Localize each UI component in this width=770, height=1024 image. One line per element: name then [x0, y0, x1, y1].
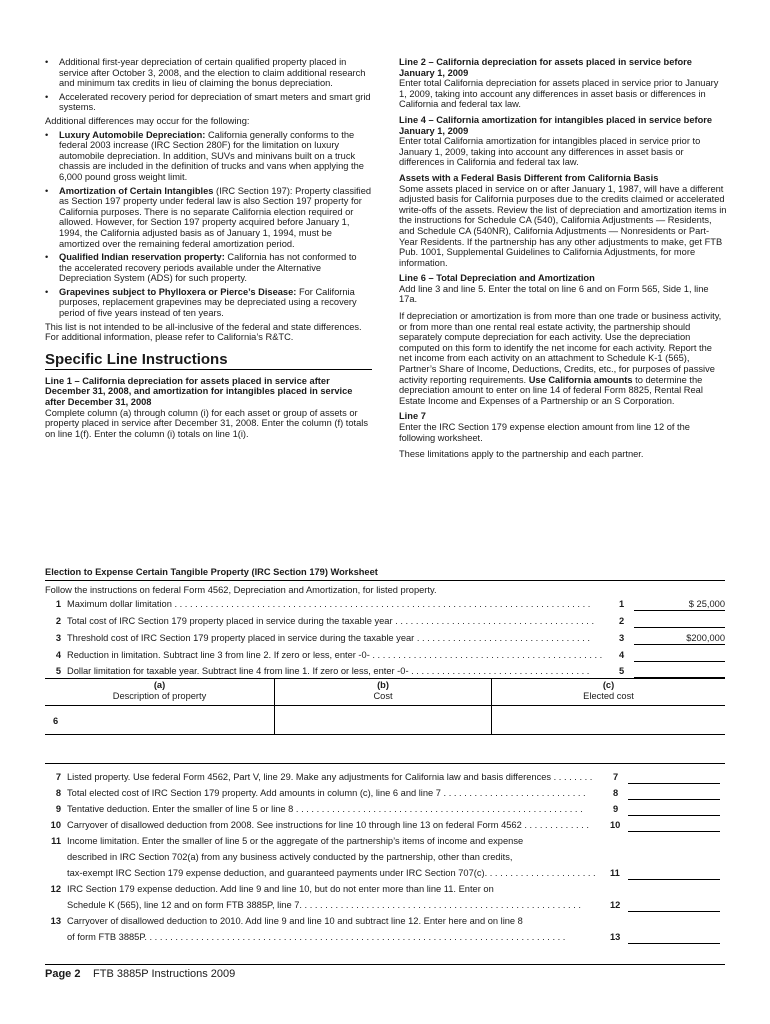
page-number: Page 2 — [45, 968, 81, 980]
line1-heading: Line 1 – California depreciation for assets placed in service after December 31, 2008, and amortization for intangibles placed in service after December 31, 2008 — [45, 375, 353, 408]
line7-heading: Line 7 — [399, 411, 426, 422]
footer-rule — [45, 964, 725, 965]
column-header-b: (b) Cost — [373, 680, 393, 701]
form-name: FTB 3885P Instructions 2009 — [93, 968, 236, 980]
list-item: • Grapevines subject to Phylloxera or Pierce’s Disease: For California purposes, replacement grapevines may be depreciated using a recovery period of five years instead of ten years. — [45, 286, 357, 319]
table-header-border — [45, 705, 725, 706]
line6-text: Add line 3 and line 5. Enter the total on line 6 and on Form 565, Side 1, line 17a. — [399, 283, 709, 305]
line2-heading: Line 2 – California depreciation for assets placed in service before January 1, 2009 — [399, 57, 692, 78]
amount-field[interactable] — [628, 788, 720, 800]
left-column — [45, 57, 372, 442]
amount-field[interactable] — [628, 932, 720, 944]
worksheet-line-10: 10 Carryover of disallowed deduction from 2008. See instructions for line 10 through line 13 on federal Form 4562 . . . . . . . . . . . . . 10 — [45, 820, 725, 832]
column-header-a: (a) Description of property — [112, 680, 207, 701]
worksheet-line-12: 12 IRC Section 179 expense deduction. Add line 9 and line 10, but do not enter more than line 11. Enter on — [50, 884, 494, 894]
amount-field[interactable] — [634, 650, 725, 662]
amount-field[interactable] — [628, 772, 720, 784]
line6-text-2: If depreciation or amortization is from more than one trade or business activity, or from more than one rental real estate activity, the partnership should separately compute depreciation for each activity. Use the depreciation computed on this form to identify the net income for each activity. Report the net income from each activity on an attachment to Schedule K-1 (565), Partner’s Share of Income, Deductions, Credits, etc., for purposes of passive activity reporting requirements. Use California amounts to determine the depreciation amount to enter on line 14 of federal Form 8825, Rental Real Estate Income and Expenses of a Partnership or an S Corporation. — [399, 311, 722, 406]
worksheet-line-5: 5 Dollar limitation for taxable year. Subtract line 4 from line 1. If zero or less, enter -0- . . . . . . . . . . . . . . . . . . . . . . . . . . . . . . . . . . . 5 — [45, 666, 725, 678]
worksheet-line-1: 1 Maximum dollar limitation . . . . . . . . . . . . . . . . . . . . . . . . . . . . . . . . . . . . . . . . . . . . . . . . . . . . . . . . . . . . . . . . . . . . . . . . . . . . . . . . . 1 $ 25,000 — [55, 599, 725, 609]
amount-field[interactable] — [634, 616, 725, 628]
worksheet-line-11-cont: tax-exempt IRC Section 179 expense deduction, and guaranteed payments under IRC Section 707(c). . . . . . . . . . . . . . . . . . . . . . 11 — [45, 868, 725, 880]
line4-text: Enter total California amortization for intangibles placed in service prior to January 1, 2009, taking into account any differences in asset basis or differences in California and federal tax law. — [399, 136, 701, 168]
line6-number: 6 — [53, 716, 59, 726]
amount-field[interactable]: $200,000 — [634, 633, 725, 645]
worksheet-title: Election to Expense Certain Tangible Property (IRC Section 179) Worksheet — [45, 567, 378, 577]
worksheet-line-9: 9 Tentative deduction. Enter the smaller of line 5 or line 8 . . . . . . . . . . . . . . . . . . . . . . . . . . . . . . . . . . . . . . . . . . . . . . . . . . . . . . . . 9 — [45, 804, 725, 816]
list-item: • Qualified Indian reservation property: California has not conformed to the accelerated recovery periods available under the Alternative Depreciation System (ADS) for such property. — [45, 252, 357, 284]
amount-field[interactable]: $ 25,000 — [634, 599, 725, 611]
assets-heading: Assets with a Federal Basis Different from California Basis — [399, 172, 659, 183]
line7-text: Enter the IRC Section 179 expense election amount from line 12 of the following worksheet. — [399, 422, 690, 443]
amount-field[interactable] — [628, 804, 720, 816]
divider — [45, 580, 725, 581]
assets-text: Some assets placed in service on or after January 1, 1987, will have a different adjusted basis for California purposes due to the credits claimed or accelerated write-offs of the assets. Review the list of depreciation and amortization items in the instructions for Schedule CA (540), California Adjustments — Residents, and Schedule CA (540NR), California Adjustments — Nonresidents or Part-Year Residents. If the partnership has any other adjustments to make, get FTB Pub. 1001, Supplemental Guidelines to California Adjustments, for more information. — [399, 183, 727, 268]
worksheet-line-12-cont: Schedule K (565), line 12 and on form FTB 3885P, line 7. . . . . . . . . . . . . . . . . . . . . . . . . . . . . . . . . . . . . . . . . . . . . . . . . . . . . . . 12 — [45, 900, 725, 912]
table-top-border — [45, 678, 725, 679]
worksheet-line-13: 13 Carryover of disallowed deduction to 2010. Add line 9 and line 10 and subtract line 12. Enter here and on line 8 — [50, 916, 523, 926]
line2-text: Enter total California depreciation for assets placed in service prior to January 1, 2009, taking into account any differences in asset basis or differences in California and federal tax law. — [399, 78, 719, 110]
worksheet-intro: Follow the instructions on federal Form 4562, Depreciation and Amortization, for listed property. — [45, 585, 437, 595]
section-title: Specific Line Instructions — [45, 351, 372, 370]
amount-field[interactable] — [628, 820, 720, 832]
worksheet-line-2: 2 Total cost of IRC Section 179 property placed in service during the taxable year . . . . . . . . . . . . . . . . . . . . . . . . . . . . . . . . . . . . . . . 2 — [45, 616, 725, 628]
worksheet-line-7: 7 Listed property. Use federal Form 4562, Part V, line 29. Make any adjustments for California law and basis differences . . . . . . . . 7 — [45, 772, 725, 784]
line4-heading: Line 4 – California amortization for intangibles placed in service before January 1, 2009 — [399, 114, 713, 136]
diff-intro: Additional differences may occur for the following: — [45, 115, 250, 126]
amount-field[interactable] — [628, 868, 720, 880]
right-column — [399, 57, 727, 463]
table-bottom-border — [45, 763, 725, 764]
worksheet-line-4: 4 Reduction in limitation. Subtract line 3 from line 2. If zero or less, enter -0- . . . . . . . . . . . . . . . . . . . . . . . . . . . . . . . . . . . . . . . . . . . . . 4 — [45, 650, 725, 662]
worksheet-line-13-cont: of form FTB 3885P. . . . . . . . . . . . . . . . . . . . . . . . . . . . . . . . . . . . . . . . . . . . . . . . . . . . . . . . . . . . . . . . . . . . . . . . . . . . . . . . . . 13 — [45, 932, 725, 944]
worksheet-line-3: 3 Threshold cost of IRC Section 179 property placed in service during the taxable year . . . . . . . . . . . . . . . . . . . . . . . . . . . . . . . . . . 3 $200,000 — [55, 633, 725, 643]
amount-field[interactable] — [628, 900, 720, 912]
list-item: • Luxury Automobile Depreciation: California generally conforms to the federal 2003 increase (IRC Section 280F) for the limitation on luxury automobile depreciation. In addition, SUVs and minivans built on a truck chassis are included in the definition of trucks and vans when applying the 6,000 pound gross weight limit. — [45, 129, 364, 182]
amount-field[interactable] — [634, 666, 725, 678]
worksheet-line-8: 8 Total elected cost of IRC Section 179 property. Add amounts in column (c), line 6 and line 7 . . . . . . . . . . . . . . . . . . . . . . . . . . . . 8 — [45, 788, 725, 800]
list-item: • Amortization of Certain Intangibles (IRC Section 197): Property classified as Section 197 property under federal law is also Section 197 property for California purposes. There is no separate California election required or allowed. However, for Section 197 property acquired before January 1, 1994, the California adjusted basis as of January 1, 1994, must be amortized over the remaining federal amortization period. — [45, 185, 372, 249]
column-header-c: (c) Elected cost — [583, 680, 634, 701]
list-item: • Additional first-year depreciation of certain qualified property placed in service after October 3, 2008, and the election to claim additional research and minimum tax credits in lieu of claiming the bonus depreciation. — [45, 57, 366, 89]
worksheet-line-11-cont: described in IRC Section 702(a) from any business actively conducted by the partnership, other than credits, — [67, 852, 513, 862]
line1-text: Complete column (a) through column (i) for each asset or group of assets or property placed in service after December 31, 2008. Enter the column (f) totals on line 1(f). Enter the column (i) totals on line 1(i). — [45, 407, 368, 439]
worksheet-line-11: 11 Income limitation. Enter the smaller of line 5 or the aggregate of the partnership’s items of income and expense — [51, 836, 524, 846]
closing-text: This list is not intended to be all-inclusive of the federal and state differences. For additional information, please refer to California’s R&TC. — [45, 321, 362, 343]
table-row-border[interactable] — [45, 734, 725, 735]
line6-heading: Line 6 – Total Depreciation and Amortization — [399, 273, 595, 284]
list-item: • Accelerated recovery period for depreciation of smart meters and smart grid systems. — [45, 91, 371, 113]
line7-text-2: These limitations apply to the partnership and each partner. — [399, 449, 644, 460]
